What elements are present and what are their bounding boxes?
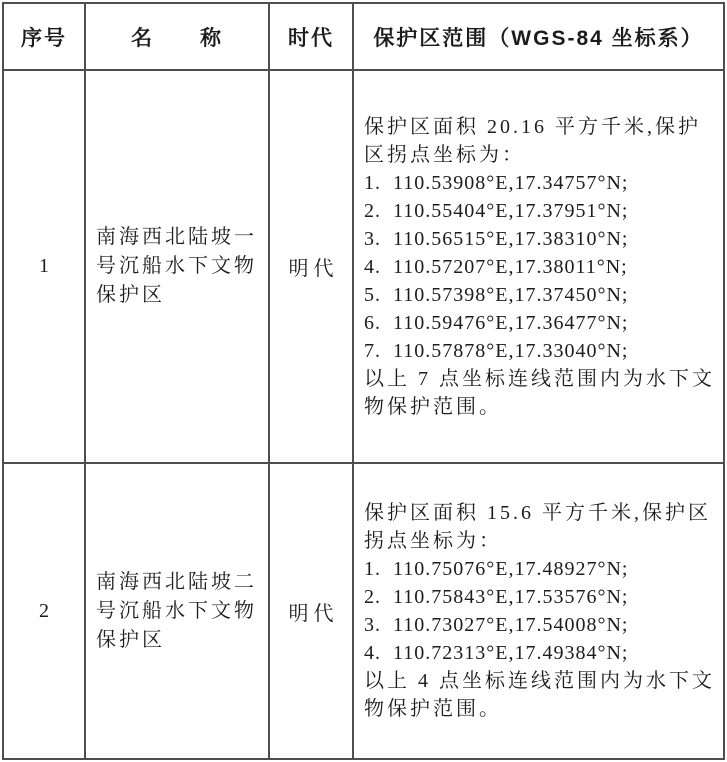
row2-serial-cell xyxy=(4,464,86,758)
coordinate-line: 4. 110.72313°E,17.49384°N; xyxy=(364,642,629,664)
header-cell-range xyxy=(354,4,723,71)
row2-range-closing: 以上 4 点坐标连线范围内为水下文物保护范围。 xyxy=(364,670,715,720)
header-cell-era xyxy=(270,4,354,71)
header-serial-label: 序号 xyxy=(21,26,67,50)
row2-name-cell xyxy=(86,464,270,758)
coordinate-line: 3. 110.73027°E,17.54008°N; xyxy=(364,614,629,636)
coordinate-line: 2. 110.75843°E,17.53576°N; xyxy=(364,586,629,608)
header-name-label: 名 称 xyxy=(131,26,223,50)
coordinate-line: 1. 110.75076°E,17.48927°N; xyxy=(364,558,629,580)
row2-name: 南海西北陆坡二号沉船水下文物保护区 xyxy=(96,570,257,651)
row1-serial: 1 xyxy=(39,255,49,277)
row1-name: 南海西北陆坡一号沉船水下文物保护区 xyxy=(96,226,257,306)
row1-name-cell xyxy=(86,71,270,464)
row1-range-cell xyxy=(354,71,723,464)
row1-range-closing: 以上 7 点坐标连线范围内为水下文物保护范围。 xyxy=(364,367,715,418)
header-cell-name xyxy=(86,4,270,71)
row2-serial: 2 xyxy=(39,599,49,622)
row1-coordinate-list xyxy=(364,169,719,365)
coordinate-line: 6. 110.59476°E,17.36477°N; xyxy=(364,311,629,334)
row2-era: 明代 xyxy=(288,602,339,625)
row2-range-cell xyxy=(354,464,723,758)
row2-range-intro: 保护区面积 15.6 平方千米,保护区拐点坐标为： xyxy=(364,502,711,552)
coordinate-line: 1. 110.53908°E,17.34757°N; xyxy=(364,171,629,194)
row1-era-cell xyxy=(270,71,354,464)
coordinate-line: 7. 110.57878°E,17.33040°N; xyxy=(364,339,629,362)
row1-serial-cell xyxy=(4,71,86,464)
coordinate-line: 3. 110.56515°E,17.38310°N; xyxy=(364,227,629,250)
header-cell-serial xyxy=(4,4,86,71)
row2-coordinate-list xyxy=(364,555,719,667)
row1-era: 明代 xyxy=(288,258,339,280)
row1-range-intro: 保护区面积 20.16 平方千米,保护区拐点坐标为： xyxy=(364,115,701,166)
header-era-label: 时代 xyxy=(288,26,334,50)
coordinate-line: 5. 110.57398°E,17.37450°N; xyxy=(364,283,629,306)
row2-era-cell xyxy=(270,464,354,758)
protection-zones-table xyxy=(2,2,725,760)
coordinate-line: 2. 110.55404°E,17.37951°N; xyxy=(364,199,629,222)
coordinate-line: 4. 110.57207°E,17.38011°N; xyxy=(364,255,628,278)
header-range-label: 保护区范围（WGS-84 坐标系） xyxy=(373,26,704,50)
